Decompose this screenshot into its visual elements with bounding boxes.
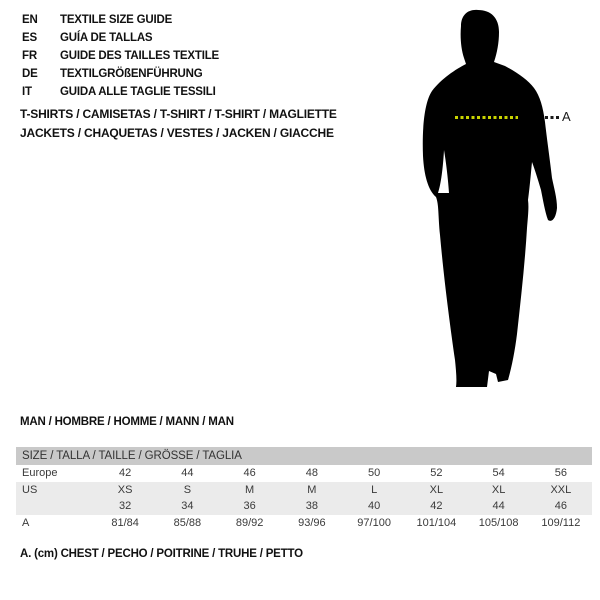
table-cell: 40 bbox=[368, 500, 381, 512]
table-row-us-numeric bbox=[16, 498, 592, 515]
table-cell: L bbox=[371, 483, 378, 496]
table-cell: 38 bbox=[305, 500, 318, 512]
man-silhouette bbox=[405, 0, 600, 400]
table-cell: 109/112 bbox=[541, 516, 581, 529]
table-cell: 93/96 bbox=[298, 516, 326, 529]
section-title-man: MAN / HOMBRE / HOMME / MANN / MAN bbox=[20, 416, 234, 428]
language-title: GUÍA DE TALLAS bbox=[60, 32, 153, 44]
category-tshirts: T-SHIRTS / CAMISETAS / T-SHIRT / T-SHIRT / MAGLIETTE bbox=[20, 107, 337, 121]
table-cell: 56 bbox=[554, 467, 567, 479]
table-cell: 44 bbox=[492, 500, 505, 512]
table-cell: XXL bbox=[550, 483, 572, 496]
table-cell: 36 bbox=[243, 500, 256, 512]
table-cell: M bbox=[307, 483, 317, 496]
table-cell: XL bbox=[491, 483, 506, 496]
size-table bbox=[16, 447, 592, 531]
table-cell: S bbox=[183, 483, 192, 496]
table-cell: 44 bbox=[181, 467, 194, 479]
language-title: GUIDA ALLE TAGLIE TESSILI bbox=[60, 86, 216, 98]
measurement-footnote: A. (cm) CHEST / PECHO / POITRINE / TRUHE / PETTO bbox=[20, 548, 303, 560]
category-jackets: JACKETS / CHAQUETAS / VESTES / JACKEN / GIACCHE bbox=[20, 126, 334, 140]
language-title: TEXTILE SIZE GUIDE bbox=[60, 14, 173, 26]
table-cell: 46 bbox=[554, 500, 567, 512]
table-cell: 85/88 bbox=[173, 516, 202, 529]
table-cell: 34 bbox=[181, 500, 194, 512]
language-code: FR bbox=[22, 50, 37, 62]
table-cell: M bbox=[245, 483, 255, 496]
table-cell: 50 bbox=[368, 467, 381, 479]
table-cell: 46 bbox=[243, 467, 256, 479]
table-cell: 81/84 bbox=[111, 516, 139, 529]
table-cell: 42 bbox=[119, 467, 132, 479]
language-code: IT bbox=[22, 86, 32, 98]
table-cell: 42 bbox=[430, 500, 443, 512]
table-row-europe bbox=[16, 465, 592, 482]
row-label: Europe bbox=[22, 467, 58, 479]
language-code: EN bbox=[22, 14, 38, 26]
table-cell: 97/100 bbox=[357, 516, 391, 529]
language-code: ES bbox=[22, 32, 37, 44]
row-label bbox=[16, 498, 94, 515]
table-cell: 105/108 bbox=[478, 516, 519, 529]
table-row-chest-a bbox=[16, 515, 592, 532]
table-cell: 48 bbox=[305, 467, 318, 479]
language-title: GUIDE DES TAILLES TEXTILE bbox=[60, 50, 219, 62]
table-cell: 101/104 bbox=[416, 516, 457, 529]
table-cell: 54 bbox=[492, 467, 505, 479]
table-cell: 52 bbox=[430, 467, 443, 479]
table-cell: 32 bbox=[119, 500, 132, 512]
size-table-header: SIZE / TALLA / TAILLE / GRÖSSE / TAGLIA bbox=[16, 447, 592, 465]
language-title: TEXTILGRÖßENFÜHRUNG bbox=[60, 68, 203, 80]
table-cell: XL bbox=[429, 483, 444, 496]
table-row-us bbox=[16, 482, 592, 499]
table-cell: XS bbox=[117, 483, 133, 496]
row-label: A bbox=[22, 516, 30, 529]
chest-measure-label: A bbox=[562, 109, 571, 124]
table-cell: 89/92 bbox=[235, 516, 264, 529]
language-code: DE bbox=[22, 68, 38, 80]
chest-measure-line-icon bbox=[455, 116, 518, 119]
row-label: US bbox=[22, 483, 38, 496]
chest-measure-leader-icon bbox=[545, 116, 560, 119]
